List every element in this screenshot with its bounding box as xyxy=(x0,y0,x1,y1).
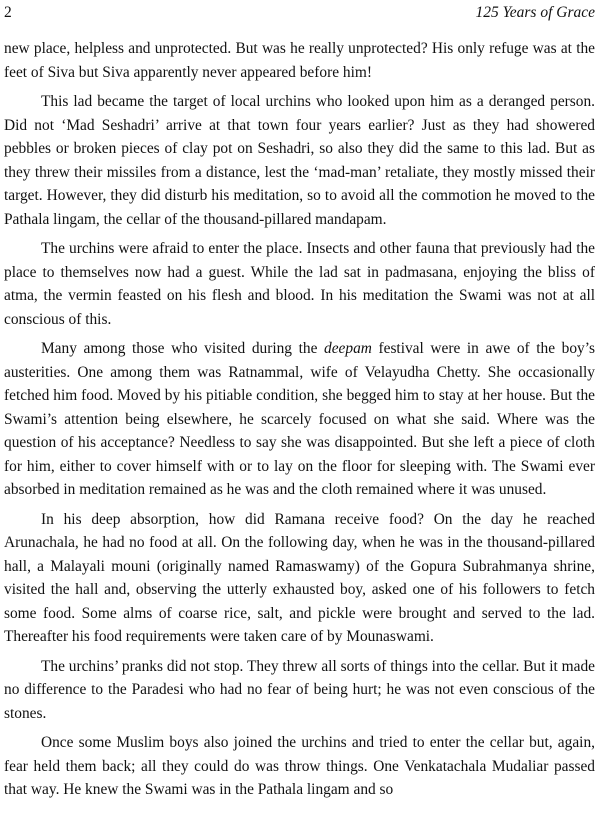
paragraph-7: Once some Muslim boys also joined the urchins and tried to enter the cellar but, again, fear held them back; all they could do was throw things. One Venkatachala Mudaliar passed that way. He knew the Swami was in the Pathala lingam and so xyxy=(4,734,595,798)
body-text xyxy=(4,37,595,802)
paragraph-4-after: festival were in awe of the boy’s austerities. One among them was Ratnammal, wife of Velayudha Chetty. She occasionally fetched him food. Moved by his pitiable condition, she begged him to stay at her house. But the Swami’s attention being elsewhere, he scarcely focused on what she said. Where was the question of his acceptance? Needless to say she was disappointed. But she left a piece of cloth for him, either to cover himself with or to lay on the floor for sleeping with. The Swami ever absorbed in meditation remained as he was and the cloth remained where it was unused. xyxy=(4,340,596,498)
paragraph-6: The urchins’ pranks did not stop. They threw all sorts of things into the cellar. But it made no difference to the Paradesi who had no fear of being hurt; he was not even conscious of the stones. xyxy=(4,657,595,722)
page-number: 2 xyxy=(4,4,12,21)
deepam-emphasis: deepam xyxy=(324,340,372,357)
page-header xyxy=(4,0,595,28)
paragraph-1: new place, helpless and unprotected. But was he really unprotected? His only refuge was at the feet of Siva but Siva apparently never appeared before him! xyxy=(4,40,595,81)
running-title: 125 Years of Grace xyxy=(475,4,595,21)
paragraph-4-before: Many among those who visited during the xyxy=(41,340,325,357)
paragraph-3: The urchins were afraid to enter the place. Insects and other fauna that previously had the place to themselves now had a guest. While the lad sat in padmasana, enjoying the bliss of atma, the vermin feasted on his flesh and blood. In his meditation the Swami was not at all conscious of this. xyxy=(4,240,595,328)
paragraph-4 xyxy=(4,337,595,502)
paragraph-5: In his deep absorption, how did Ramana receive food? On the day he reached Arunachala, he had no food at all. On the following day, when he was in the thousand-pillared hall, a Malayali mouni (originally named Ramaswamy) of the Gopura Subrahmanya shrine, visited the hall and, observing the utterly exhausted boy, asked one of his followers to fetch some food. Some alms of coarse rice, salt, and pickle were brought and served to the lad. Thereafter his food requirements were taken care of by Mounaswami. xyxy=(4,510,595,645)
paragraph-2: This lad became the target of local urchins who looked upon him as a deranged person. Did not ‘Mad Seshadri’ arrive at that town four years earlier? Just as they had showered pebbles or broken pieces of clay pot on Seshadri, so also they did the same to this lad. But as they threw their missiles from a distance, lest the ‘mad-man’ retaliate, they mostly missed their target. However, they did disturb his meditation, so to avoid all the commotion he moved to the Pathala lingam, the cellar of the thousand-pillared mandapam. xyxy=(4,93,595,228)
